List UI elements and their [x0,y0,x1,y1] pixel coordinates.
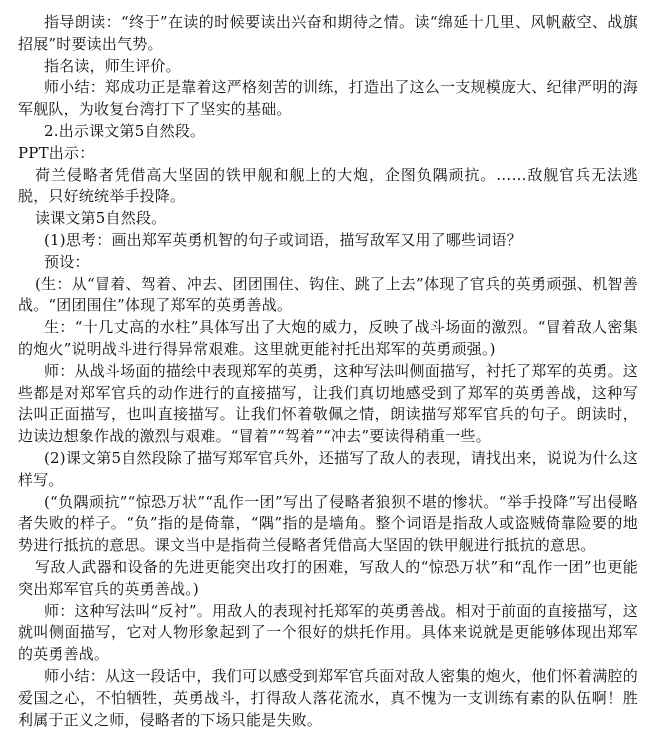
paragraph-teacher-summary-2: 师小结：从这一段话中，我们可以感受到郑军官兵面对敌人密集的炮火，他们怀着满腔的爱国之心，不怕牺牲，英勇战斗，打得敌人落花流水，真不愧为一支训练有素的队伍啊！胜利属于正义之师，侵略者的下场只能是失败。 [18,666,638,729]
paragraph-ppt-quote: 荷兰侵略者凭借高大坚固的铁甲舰和舰上的大炮，企图负隅顽抗。……敌舰官兵无法逃脱，只好统统举手投降。 [18,165,638,206]
paragraph-question-2: (2)课文第5自然段除了描写郑军官兵外，还描写了敌人的表现，请找出来，说说为什么这样写。 [18,448,638,489]
paragraph-question-1: (1)思考：画出郑军英勇机智的句子或词语，描写敌军又用了哪些词语？ [44,230,522,249]
paragraph-preset-label: 预设： [44,252,90,271]
paragraph-named-reading: 指名读，师生评价。 [44,56,181,75]
paragraph-enemy-description: (“负隅顽抗”“惊恐万状”“乱作一团”写出了侵略者狼狈不堪的惨状。“举手投降”写出侵略者失败的样子。“负”指的是倚靠，“隅”指的是墙角。整个词语是指敌人或盗贼倚靠险要的地势进行抵抗的意思。课文当中是指荷兰侵略者凭借高大坚固的铁甲舰进行抵抗的意思。 [18,492,638,555]
paragraph-read-section-5: 读课文第5自然段。 [35,209,167,228]
paragraph-show-section-5: 2.出示课文第5自然段。 [44,121,206,140]
paragraph-contrast-writing: 师：这种写法叫“反衬”。用敌人的表现衬托郑军的英勇善战。相对于前面的直接描写，这就叫侧面描写，它对人物形象起到了一个很好的烘托作用。具体来说就是更能够体现出郑军的英勇善战。 [18,601,638,664]
paragraph-teacher-side-description: 师：从战斗场面的描绘中表现郑军的英勇，这种写法叫侧面描写，衬托了郑军的英勇。这些都是对郑军官兵的动作进行的直接描写，让我们真切地感受到了郑军的英勇善战，这种写法叫正面描写，也叫直接描写。让我们怀着敬佩之情，朗读描写郑军官兵的句子。朗读时，边读边想象作战的激烈与艰难。“冒着”“驾着”“冲去”要读得稍重一些。 [18,361,638,446]
paragraph-teacher-summary-1: 师小结：郑成功正是靠着这严格刻苦的训练，打造出了这么一支规模庞大、纪律严明的海军舰队，为收复台湾打下了坚实的基础。 [18,78,638,119]
paragraph-enemy-weapons: 写敌人武器和设备的先进更能突出攻打的困难，写敌人的“惊恐万状”和“乱作一团”也更能突出郑军官兵的英勇善战。) [18,557,638,598]
paragraph-student-answer-2: 生：“十几丈高的水柱”具体写出了大炮的威力，反映了战斗场面的激烈。“冒着敌人密集的炮火”说明战斗进行得异常艰难。这里就更能衬托出郑军的英勇顽强。) [18,318,638,358]
paragraph-student-answer-1: (生：从“冒着、驾着、冲去、团团围住、钩住、跳了上去”体现了官兵的英勇顽强、机智善战。“团团围住”体现了郑军的英勇善战。 [18,274,638,315]
paragraph-ppt-label: PPT出示： [18,143,95,162]
document-body [18,12,638,731]
paragraph-guided-reading: 指导朗读：“终于”在读的时候要读出兴奋和期待之情。读“绵延十几里、风帆蔽空、战旗招展”时要读出气势。 [18,13,638,53]
